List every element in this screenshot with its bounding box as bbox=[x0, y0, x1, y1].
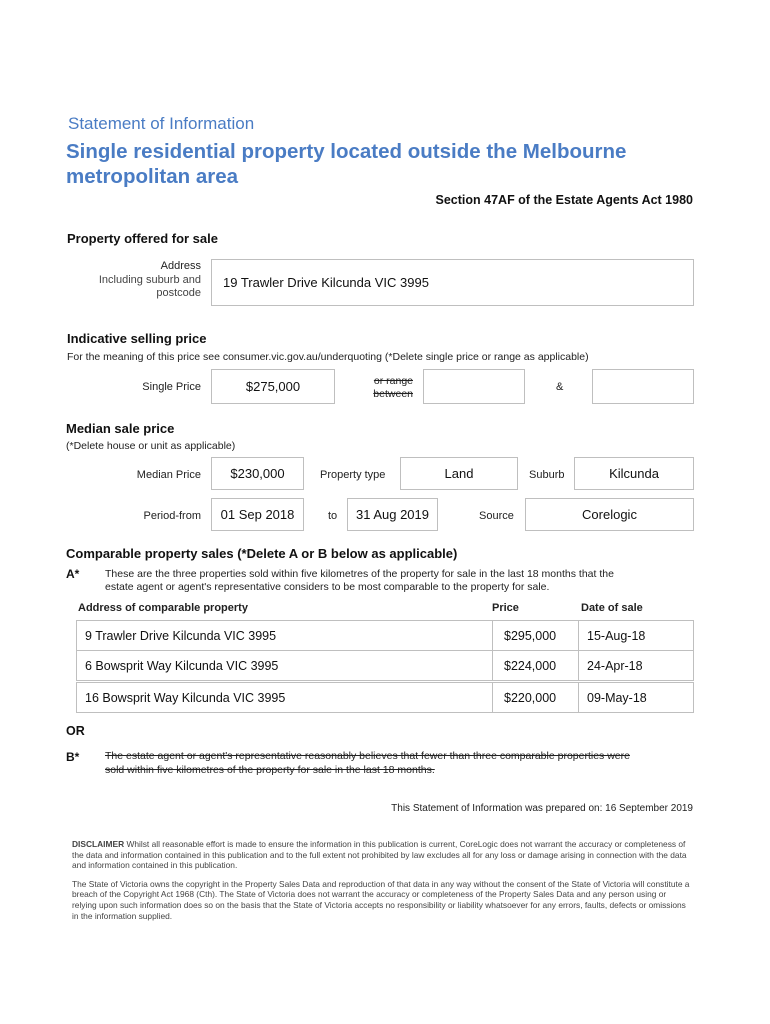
source-value: Corelogic bbox=[582, 507, 637, 522]
option-a-text bbox=[105, 568, 614, 594]
suburb-field[interactable] bbox=[574, 457, 694, 490]
option-a-marker: A* bbox=[66, 567, 80, 581]
column-header-address: Address of comparable property bbox=[78, 602, 248, 614]
address-field[interactable] bbox=[211, 259, 694, 306]
copyright-paragraph: The State of Victoria owns the copyright in the Property Sales Data and reproduction of that data in any way without the consent of the State of Victoria will constitute a breach of the Copyright Act 1968 (Cth). The State of Victoria does not warrant the accuracy or completeness of the Property Sales Data and any person using or relying upon such information does so on the basis that the State of Victoria accepts no responsibility or liability whatsoever for any errors, faults, defects or omissions in the information supplied. bbox=[72, 878, 690, 921]
median-price-label: Median Price bbox=[136, 469, 201, 481]
option-a-text-line-2: estate agent or agent's representative considers to be most comparable to the property for sale. bbox=[105, 581, 550, 593]
section-title-indicative: Indicative selling price bbox=[67, 331, 207, 346]
period-to-value: 31 Aug 2019 bbox=[355, 507, 430, 522]
option-b-marker: B* bbox=[66, 750, 80, 764]
property-type-value: Land bbox=[444, 466, 474, 481]
address-label bbox=[80, 260, 201, 301]
address-value: 19 Trawler Drive Kilcunda VIC 3995 bbox=[223, 275, 429, 290]
property-type-field[interactable] bbox=[400, 457, 518, 490]
option-b-text-line-2: sold within five kilometres of the property for sale in the last 18 months. bbox=[105, 763, 435, 776]
source-label: Source bbox=[479, 510, 514, 522]
disclaimer-text: Whilst all reasonable effort is made to ensure the information in this publication is current, CoreLogic does not warrant the accuracy or completeness of the data and information contained in this publication and to the full extent not prohibited by law excludes all for any loss or damage arising in connection with the data and information contained in this publication. bbox=[72, 839, 687, 871]
column-header-price: Price bbox=[492, 602, 519, 614]
disclaimer bbox=[72, 839, 690, 921]
row-address: 16 Bowsprit Way Kilcunda VIC 3995 bbox=[85, 690, 286, 705]
doc-type-heading: Statement of Information bbox=[68, 114, 255, 133]
section-title-property: Property offered for sale bbox=[67, 231, 218, 246]
option-a-text-line-1: These are the three properties sold within five kilometres of the property for sale in the last 18 months that the bbox=[105, 568, 614, 580]
range-label-line-2: between bbox=[373, 388, 413, 400]
page-title-line-1: Single residential property located outside the Melbourne bbox=[66, 140, 627, 163]
median-note: (*Delete house or unit as applicable) bbox=[66, 440, 236, 452]
period-to-field[interactable] bbox=[347, 498, 438, 531]
disclaimer-paragraph bbox=[72, 839, 690, 871]
section-title-comparable: Comparable property sales (*Delete A or B below as applicable) bbox=[66, 546, 458, 561]
prepared-date: This Statement of Information was prepared on: 16 September 2019 bbox=[391, 803, 693, 814]
option-b-text bbox=[105, 750, 630, 777]
period-from-value: 01 Sep 2018 bbox=[220, 507, 295, 522]
range-label bbox=[345, 375, 413, 401]
table-row bbox=[76, 620, 694, 651]
row-date: 24-Apr-18 bbox=[587, 658, 643, 673]
address-label-line-2: Including suburb and bbox=[98, 273, 201, 286]
and-label: & bbox=[556, 381, 564, 393]
disclaimer-heading: DISCLAIMER bbox=[72, 839, 125, 849]
period-from-field[interactable] bbox=[211, 498, 304, 531]
single-price-field[interactable] bbox=[211, 369, 335, 404]
source-field[interactable] bbox=[525, 498, 694, 531]
to-label: to bbox=[328, 510, 338, 522]
row-date: 09-May-18 bbox=[587, 690, 647, 705]
column-header-date: Date of sale bbox=[581, 602, 643, 614]
single-price-value: $275,000 bbox=[245, 379, 301, 394]
option-b-text-line-1: The estate agent or agent's representative reasonably believes that fewer than three comparable properties were bbox=[105, 750, 630, 762]
row-address: 9 Trawler Drive Kilcunda VIC 3995 bbox=[85, 628, 277, 643]
act-reference: Section 47AF of the Estate Agents Act 1980 bbox=[435, 193, 693, 207]
row-price: $220,000 bbox=[504, 690, 557, 705]
row-price: $295,000 bbox=[504, 628, 557, 643]
range-high-field[interactable] bbox=[592, 369, 694, 404]
table-row bbox=[76, 650, 694, 681]
suburb-label: Suburb bbox=[529, 469, 565, 481]
section-title-median: Median sale price bbox=[66, 421, 175, 436]
median-price-field[interactable] bbox=[211, 457, 304, 490]
address-label-line-3: postcode bbox=[156, 287, 201, 299]
address-label-line-1: Address bbox=[160, 260, 201, 272]
range-label-line-1: or range bbox=[373, 375, 413, 387]
row-date: 15-Aug-18 bbox=[587, 628, 646, 643]
suburb-value: Kilcunda bbox=[609, 466, 659, 481]
or-label: OR bbox=[66, 724, 85, 738]
single-price-label: Single Price bbox=[142, 381, 201, 393]
property-type-label: Property type bbox=[320, 469, 386, 481]
table-row bbox=[76, 682, 694, 713]
indicative-note: For the meaning of this price see consumer.vic.gov.au/underquoting (*Delete single price or range as applicable) bbox=[67, 351, 589, 363]
row-price: $224,000 bbox=[504, 658, 557, 673]
range-low-field[interactable] bbox=[423, 369, 525, 404]
page-title-line-2: metropolitan area bbox=[66, 165, 239, 188]
row-address: 6 Bowsprit Way Kilcunda VIC 3995 bbox=[85, 658, 279, 673]
median-price-value: $230,000 bbox=[230, 466, 285, 481]
period-from-label: Period-from bbox=[143, 510, 201, 522]
